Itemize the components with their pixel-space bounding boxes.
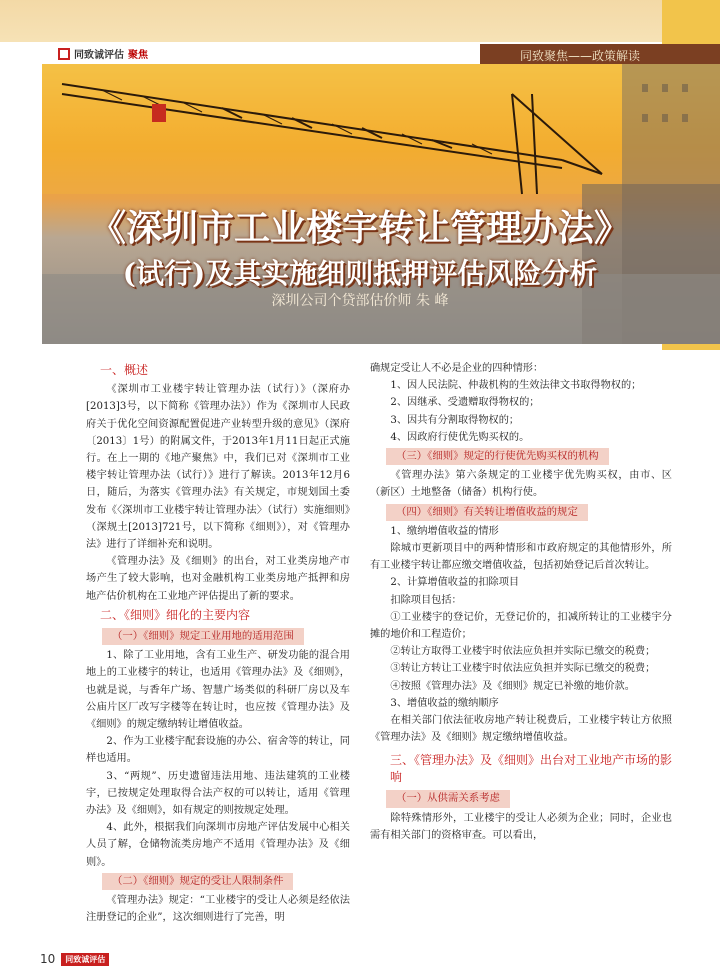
article-title-line1: 《深圳市工业楼宇转让管理办法》 [89,207,630,249]
paragraph: 2、作为工业楼宇配套设施的办公、宿舍等的转让，同样也适用。 [86,736,350,765]
page-number: 10 [40,952,56,966]
subheading: （四）《细则》有关转让增值收益的规定 [386,504,588,521]
logo-text: 同致诚评估 [74,50,124,61]
paragraph: ①工业楼宇的登记价，无登记价的，扣减所转让的工业楼宇分摊的地价和工程造价； [370,611,672,641]
list-item: 3、因共有分割取得物权的； [390,414,520,426]
paragraph: 《深圳市工业楼宇转让管理办法（试行）》（深府办[2013]3号，以下简称《管理办法》）作为《深圳市人民政府关于优化空间资源配置促进产业转型升级的意见》（深府〔2013〕1号）的附属文件，于2013年1月11日起正式施行。在上一期的《地产聚焦》中，我们已对《深圳市工业楼宇转让管理办法（试行）》进行了解读。2013年12月6日，随后，为落实《管理办法》有关规定，市规划国土委发布《〈深圳市工业楼宇转让管理办法〉（试行）实施细则》（深规土[2013]721号，以下简称《细则》），对《管理办法》进行了详细补充和说明。 [86,384,350,551]
paragraph: 2、计算增值收益的扣除项目 [390,577,520,589]
list-item: 4、因政府行使优先购买权的。 [390,431,530,443]
right-column [370,360,672,844]
brand-logo [58,46,148,61]
section-heading-impact: 三、《管理办法》及《细则》出台对工业地产市场的影响 [390,753,673,785]
article-title-line2: (试行)及其实施细则抵押评估风险分析 [122,257,598,290]
paragraph: 扣除项目包括： [390,594,462,606]
list-item: 2、因继承、受遗赠取得物权的； [390,397,540,409]
section-heading-details: 二、《细则》细化的主要内容 [100,607,251,622]
subheading: （三）《细则》规定的行使优先购买权的机构 [386,448,609,465]
paragraph: ③转让方转让工业楼宇时依法应负担并实际已缴交的税费； [390,663,656,675]
paragraph: 3、“两规”、历史遗留违法用地、违法建筑的工业楼宇，已按规定处理取得合法产权的可以转让，适用《管理办法》及《细则》，如有规定的则按规定处理。 [86,770,350,817]
section-tag: 同致聚焦——政策解读 [480,44,720,64]
paragraph: 1、除了工业用地，含有工业生产、研发功能的混合用地上的工业楼宇的转让，也适用《管理办法》及《细则》，也就是说，与香年广场、智慧广场类似的科研厂房以及车公庙片区厂改写字楼等在转让时，也应按《管理办法》及《细则》的规定缴纳转让增值收益。 [86,650,350,731]
article-author: 深圳公司个贷部估价师 朱 峰 [271,293,449,309]
paragraph: 在相关部门依法征收房地产转让税费后，工业楼宇转让方依照《管理办法》及《细则》规定缴纳增值收益。 [370,715,672,744]
subheading: （一）《细则》规定工业用地的适用范围 [102,628,304,645]
paragraph: 《管理办法》规定：“工业楼宇的受让人必须是经依法注册登记的企业”，这次细则进行了完善，明 [86,895,350,924]
footer-logo: 同致诚评估 [61,953,109,966]
top-strip [0,0,720,42]
paragraph: 除特殊情形外，工业楼宇的受让人必须为企业；同时，企业也需有相关部门的资格审查。可以看出， [370,812,672,841]
page-footer [40,952,109,966]
paragraph: 确规定受让人不必是企业的四种情形： [370,363,544,374]
paragraph: 除城市更新项目中的两种情形和市政府规定的其他情形外，所有工业楼宇转让都应缴交增值收益，包括初始登记后首次转让。 [370,543,672,572]
section-heading-overview: 一、概述 [100,363,149,377]
paragraph: ④按照《管理办法》及《细则》规定已补缴的地价款。 [390,680,635,692]
paragraph: 4、此外，根据我们向深圳市房地产评估发展中心相关人员了解，仓储物流类房地产不适用《管理办法》及《细则》。 [86,822,350,868]
left-column [86,360,350,927]
paragraph: ②转让方取得工业楼宇时依法应负担并实际已缴交的税费； [390,646,656,658]
subheading: （一）从供需关系考虑 [386,790,510,807]
list-item: 1、因人民法院、仲裁机构的生效法律文书取得物权的； [390,380,642,392]
paragraph: 1、缴纳增值收益的情形 [390,525,499,537]
paragraph: 《管理办法》第六条规定的工业楼宇优先购买权，由市、区（新区）土地整备（储备）机构行使。 [370,470,672,499]
subheading: （二）《细则》规定的受让人限制条件 [102,873,293,890]
paragraph: 《管理办法》及《细则》的出台，对工业类房地产市场产生了较大影响，也对金融机构工业类房地产抵押和房地产估价机构在工业地产评估提出了新的要求。 [86,556,350,602]
paragraph: 3、增值收益的缴纳顺序 [390,697,499,709]
logo-mark-icon [58,48,70,60]
logo-sub: 聚焦 [128,50,148,61]
